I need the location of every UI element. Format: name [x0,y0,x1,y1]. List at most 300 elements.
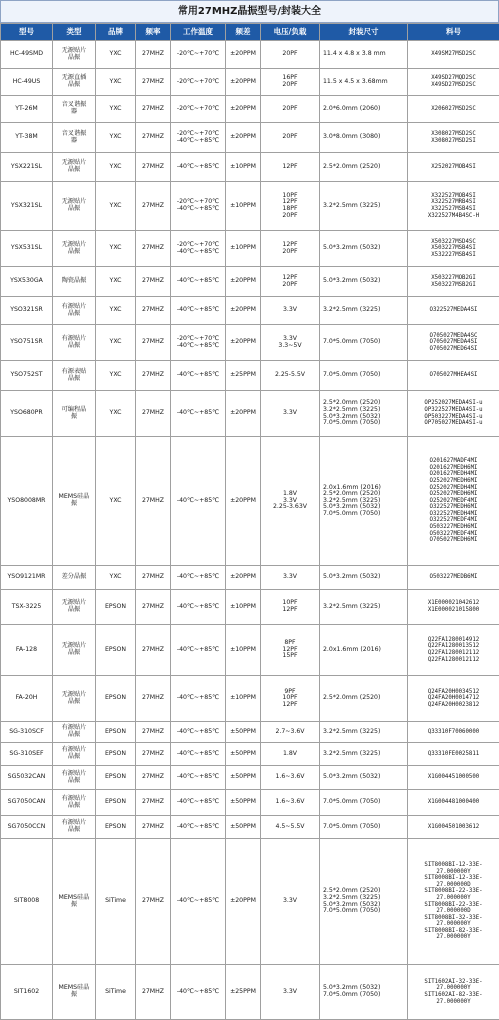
cell-voltage-load-line: 20PF [262,51,318,58]
cell-tolerance: ±10PPM [226,231,261,267]
cell-part-number [408,123,499,153]
cell-package-line: 3.2*2.5mm (3225) [323,203,406,210]
cell-temperature-line: -40℃~+85℃ [172,278,224,285]
cell-type-line: 晶振 [54,650,94,657]
cell-voltage-load-line: 10PF [262,193,318,200]
cell-type [53,182,96,231]
cell-model: SIT8008 [1,839,53,965]
cell-type-line: 无源直插 [54,75,94,82]
cell-temperature-line: -40℃~+85℃ [172,898,224,905]
cell-part-number [408,182,499,231]
cell-type-line: 晶振 [54,376,94,383]
cell-temperature-line: -40℃~+85℃ [172,249,224,256]
cell-part-number [408,297,499,325]
cell-tolerance: ±20PPM [226,96,261,123]
cell-package [320,437,408,566]
cell-package-line: 5.0*3.2mm (5032) [323,414,406,421]
cell-frequency: 27MHZ [136,41,171,69]
col-header-package: 封装尺寸 [320,24,408,41]
cell-temperature [171,965,226,1020]
cell-package [320,325,408,361]
cell-part-number-line: O503227MEDH6MI [409,524,498,531]
cell-temperature [171,231,226,267]
cell-type-line: 晶振 [54,803,94,810]
cell-temperature [171,437,226,566]
cell-part-number-line: Q33310F70060000 [409,729,498,736]
cell-voltage-load [261,839,320,965]
cell-temperature-line: -40℃~+85℃ [172,206,224,213]
cell-temperature [171,816,226,839]
cell-type-line: 有源表贴 [54,369,94,376]
cell-part-number [408,722,499,743]
cell-model: YSO751SR [1,325,53,361]
cell-frequency: 27MHZ [136,182,171,231]
cell-part-number-line: O705027MEDA4SI [409,339,498,346]
table-row [1,743,499,766]
cell-model: HC-49SMD [1,41,53,69]
cell-temperature [171,69,226,96]
cell-brand: YXC [96,267,136,297]
cell-voltage-load [261,566,320,590]
cell-type [53,437,96,566]
cell-package-line: 7.0*5.0mm (7050) [323,824,406,831]
cell-type [53,743,96,766]
cell-brand: YXC [96,297,136,325]
cell-part-number-line: OP252027MEDA4SI-u [409,400,498,407]
cell-brand: YXC [96,153,136,182]
cell-voltage-load [261,297,320,325]
cell-part-number-line: O201627MEDH6MI [409,465,498,472]
cell-part-number [408,766,499,790]
cell-voltage-load-line: 12PF [262,607,318,614]
cell-package-line: 2.5*2.0mm (2520) [323,695,406,702]
cell-voltage-load-line: 12PF [262,647,318,654]
cell-package-line: 2.5*2.0mm (2520) [323,164,406,171]
cell-package [320,816,408,839]
cell-tolerance: ±50PPM [226,816,261,839]
cell-package [320,361,408,391]
cell-temperature-line: -40℃~+85℃ [172,372,224,379]
cell-part-number [408,96,499,123]
cell-type-line: 振 [54,501,94,508]
cell-frequency: 27MHZ [136,965,171,1020]
cell-voltage-load-line: 3.3V [262,336,318,343]
cell-part-number-line: O252027MEDH6MI [409,478,498,485]
cell-type-line: 晶振 [54,55,94,62]
cell-package [320,722,408,743]
cell-frequency: 27MHZ [136,325,171,361]
cell-voltage-load-line: 3.3V [262,574,318,581]
cell-temperature [171,839,226,965]
cell-type-line: 陶瓷晶振 [54,278,94,285]
cell-voltage-load-line: 1.6~3.6V [262,799,318,806]
cell-model: TSX-3225 [1,590,53,625]
cell-part-number-line: O322527MEDF4MI [409,517,498,524]
cell-brand: YXC [96,96,136,123]
cell-brand: EPSON [96,743,136,766]
cell-tolerance: ±20PPM [226,41,261,69]
cell-temperature-line: -40℃~+85℃ [172,604,224,611]
cell-temperature [171,41,226,69]
cell-package [320,231,408,267]
cell-type-line: MEMS硅晶 [54,895,94,902]
cell-type-line: 无源贴片 [54,242,94,249]
cell-model: YSO321SR [1,297,53,325]
cell-type-line: 晶振 [54,732,94,739]
cell-voltage-load-line: 3.3V [262,410,318,417]
cell-type-line: 晶振 [54,249,94,256]
cell-temperature [171,182,226,231]
cell-voltage-load [261,816,320,839]
table-row [1,839,499,965]
cell-package [320,625,408,676]
cell-type-line: 有源贴片 [54,304,94,311]
cell-type [53,839,96,965]
cell-part-number-line: SIT8008BI-22-33E- [409,888,498,895]
cell-model: SIT1602 [1,965,53,1020]
cell-type [53,590,96,625]
cell-voltage-load [261,676,320,722]
cell-model: YSO752ST [1,361,53,391]
cell-part-number-line: X503227MSB2GI [409,282,498,289]
cell-voltage-load [261,153,320,182]
cell-type-line: 无源贴片 [54,160,94,167]
cell-voltage-load-line: 18PF [262,206,318,213]
cell-temperature [171,790,226,816]
cell-tolerance: ±10PPM [226,676,261,722]
cell-type-line: 有源贴片 [54,820,94,827]
cell-brand: EPSON [96,676,136,722]
cell-voltage-load [261,743,320,766]
cell-voltage-load-line: 20PF [262,82,318,89]
cell-tolerance: ±50PPM [226,743,261,766]
cell-tolerance: ±10PPM [226,182,261,231]
cell-part-number-line: SIT8008BI-32-33E- [409,915,498,922]
cell-type-line: 音叉谐振 [54,102,94,109]
cell-voltage-load-line: 1.8V [262,751,318,758]
cell-package-line: 2.5*2.0mm (2520) [323,888,406,895]
cell-tolerance: ±20PPM [226,325,261,361]
cell-package-line: 11.4 x 4.8 x 3.8 mm [323,51,406,58]
cell-tolerance: ±20PPM [226,123,261,153]
cell-type [53,391,96,437]
cell-package-line: 7.0*5.0mm (7050) [323,420,406,427]
cell-temperature-line: -20℃~+70℃ [172,131,224,138]
cell-brand: SiTime [96,839,136,965]
cell-voltage-load-line: 20PF [262,134,318,141]
cell-type-line: 有源贴片 [54,747,94,754]
cell-part-number-line: O252027MEDH4MI [409,485,498,492]
cell-model: YSO9121MR [1,566,53,590]
cell-part-number-line: Q24FA20H0023812 [409,702,498,709]
cell-part-number-line: O252027MEDH6MI [409,491,498,498]
cell-temperature-line: -40℃~+85℃ [172,799,224,806]
cell-voltage-load-line: 9PF [262,689,318,696]
cell-package [320,965,408,1020]
cell-package [320,123,408,153]
cell-part-number-line: X1E000021015800 [409,607,498,614]
cell-package [320,676,408,722]
cell-part-number [408,965,499,1020]
cell-part-number-line: Q22FA1280012112 [409,650,498,657]
table-row [1,361,499,391]
cell-type-line: 晶振 [54,311,94,318]
cell-part-number-line: X49SD27MSD2SC [409,82,498,89]
cell-type-line: 晶振 [54,827,94,834]
cell-part-number [408,361,499,391]
cell-part-number-line: O705027MHEA4SI [409,372,498,379]
cell-model: YSO680PR [1,391,53,437]
cell-type [53,325,96,361]
cell-type [53,297,96,325]
cell-type [53,766,96,790]
cell-voltage-load [261,267,320,297]
cell-temperature-line: -40℃~+85℃ [172,138,224,145]
cell-voltage-load-line: 8PF [262,640,318,647]
cell-temperature-line: -40℃~+85℃ [172,729,224,736]
table-row [1,437,499,566]
cell-temperature [171,96,226,123]
cell-voltage-load [261,182,320,231]
table-row [1,391,499,437]
cell-tolerance: ±20PPM [226,297,261,325]
cell-part-number-line: X49SD27MQD2SC [409,75,498,82]
cell-type [53,41,96,69]
cell-part-number-line: X1G004451000500 [409,774,498,781]
cell-frequency: 27MHZ [136,790,171,816]
cell-tolerance: ±50PPM [226,790,261,816]
cell-brand: YXC [96,566,136,590]
cell-package-line: 3.2*2.5mm (3225) [323,729,406,736]
cell-part-number-line: 27.000000Y [409,985,498,992]
table-row [1,816,499,839]
cell-package [320,96,408,123]
cell-voltage-load-line: 2.7~3.6V [262,729,318,736]
cell-frequency: 27MHZ [136,625,171,676]
cell-part-number-line: X1E000021042612 [409,600,498,607]
cell-part-number [408,267,499,297]
table-row [1,625,499,676]
cell-package-line: 11.5 x 4.5 x 3.68mm [323,79,406,86]
cell-model: FA-128 [1,625,53,676]
cell-voltage-load-line: 10PF [262,695,318,702]
table-row [1,231,499,267]
cell-part-number [408,325,499,361]
cell-frequency: 27MHZ [136,153,171,182]
cell-package [320,267,408,297]
table-row [1,790,499,816]
cell-package-line: 7.0*5.0mm (7050) [323,908,406,915]
cell-temperature [171,267,226,297]
cell-voltage-load [261,96,320,123]
cell-frequency: 27MHZ [136,676,171,722]
cell-voltage-load-line: 20PF [262,282,318,289]
cell-temperature-line: -40℃~+85℃ [172,989,224,996]
cell-part-number-line: X308027MSD2SI [409,138,498,145]
cell-part-number-line: X252027MOB4SI [409,164,498,171]
cell-part-number-line: O705027MED64SI [409,346,498,353]
cell-type [53,722,96,743]
cell-part-number [408,790,499,816]
cell-part-number-line: X49SM27MSD2SC [409,51,498,58]
table-row [1,325,499,361]
cell-part-number-line: OP705027MEDA4SI-u [409,420,498,427]
cell-package-line: 7.0*5.0mm (7050) [323,339,406,346]
cell-type-line: 无源贴片 [54,48,94,55]
cell-package-line: 5.0*3.2mm (5032) [323,902,406,909]
cell-part-number-line: O322527MEDH4MI [409,511,498,518]
cell-part-number-line: O322527MEDH6MI [409,504,498,511]
cell-tolerance: ±20PPM [226,839,261,965]
cell-tolerance: ±10PPM [226,153,261,182]
cell-type-line: 器 [54,138,94,145]
cell-part-number-line: 27.000000Y [409,895,498,902]
cell-brand: EPSON [96,766,136,790]
cell-tolerance: ±20PPM [226,566,261,590]
cell-temperature-line: -40℃~+85℃ [172,574,224,581]
cell-package-line: 2.0x1.6mm (2016) [323,485,406,492]
cell-part-number-line: X532227MSB4SI [409,252,498,259]
cell-brand: EPSON [96,625,136,676]
cell-voltage-load-line: 3.3V [262,898,318,905]
cell-package [320,297,408,325]
cell-package-line: 2.0x1.6mm (2016) [323,647,406,654]
cell-voltage-load [261,325,320,361]
cell-tolerance: ±20PPM [226,391,261,437]
cell-voltage-load [261,231,320,267]
cell-type [53,965,96,1020]
cell-temperature-line: -40℃~+85℃ [172,498,224,505]
table-row [1,69,499,96]
cell-model: YSX530GA [1,267,53,297]
cell-type-line: 差分晶振 [54,574,94,581]
cell-part-number-line: SIT1602AI-32-33E- [409,979,498,986]
cell-package-line: 2.0*6.0mm (2060) [323,106,406,113]
col-header-part-number: 料号 [408,24,499,41]
cell-temperature [171,297,226,325]
cell-voltage-load-line: 3.3V [262,498,318,505]
cell-temperature [171,361,226,391]
cell-temperature [171,153,226,182]
cell-type-line: 有源贴片 [54,771,94,778]
cell-brand: YXC [96,231,136,267]
cell-part-number-line: X1G004501003612 [409,824,498,831]
cell-tolerance: ±25PPM [226,361,261,391]
cell-type-line: 晶振 [54,754,94,761]
cell-temperature-line: -40℃~+85℃ [172,695,224,702]
table-row [1,267,499,297]
cell-tolerance: ±20PPM [226,437,261,566]
cell-voltage-load [261,437,320,566]
cell-temperature-line: -20℃~+70℃ [172,242,224,249]
cell-temperature [171,676,226,722]
cell-part-number [408,391,499,437]
cell-model: SG5032CAN [1,766,53,790]
cell-package [320,839,408,965]
cell-frequency: 27MHZ [136,231,171,267]
cell-type-line: 晶振 [54,343,94,350]
cell-voltage-load [261,766,320,790]
cell-type [53,566,96,590]
col-header-voltage-load: 电压/负载 [261,24,320,41]
cell-temperature-line: -40℃~+85℃ [172,824,224,831]
cell-frequency: 27MHZ [136,123,171,153]
cell-voltage-load-line: 16PF [262,75,318,82]
cell-brand: EPSON [96,590,136,625]
cell-model: SG-310SCF [1,722,53,743]
cell-temperature [171,722,226,743]
col-header-model: 型号 [1,24,53,41]
cell-type-line: 晶振 [54,206,94,213]
cell-part-number-line: X503227MOB2GI [409,275,498,282]
cell-temperature-line: -40℃~+85℃ [172,307,224,314]
cell-temperature-line: -40℃~+85℃ [172,343,224,350]
table-row [1,566,499,590]
cell-brand: YXC [96,325,136,361]
cell-package [320,766,408,790]
cell-model: SG7050CAN [1,790,53,816]
cell-part-number [408,816,499,839]
cell-temperature-line: -40℃~+85℃ [172,774,224,781]
cell-part-number-line: OP503227MEDA4SI-u [409,414,498,421]
cell-frequency: 27MHZ [136,816,171,839]
cell-model: YT-38M [1,123,53,153]
cell-temperature-line: -40℃~+85℃ [172,647,224,654]
cell-frequency: 27MHZ [136,297,171,325]
cell-temperature-line: -20℃~+70℃ [172,51,224,58]
cell-temperature-line: -40℃~+85℃ [172,751,224,758]
cell-voltage-load-line: 2.25-5.5V [262,372,318,379]
cell-part-number [408,437,499,566]
cell-package-line: 3.2*2.5mm (3225) [323,498,406,505]
cell-type [53,153,96,182]
cell-part-number [408,69,499,96]
cell-temperature [171,590,226,625]
cell-type-line: 器 [54,109,94,116]
cell-package [320,153,408,182]
cell-type-line: MEMS硅晶 [54,494,94,501]
cell-package [320,590,408,625]
cell-type [53,790,96,816]
col-header-tolerance: 频差 [226,24,261,41]
cell-type-line: 无源贴片 [54,643,94,650]
cell-part-number-line: O322527MEDA4SI [409,307,498,314]
cell-part-number-line: O503227MEDF4MI [409,531,498,538]
cell-tolerance: ±25PPM [226,965,261,1020]
cell-model: YT-26M [1,96,53,123]
cell-voltage-load [261,590,320,625]
cell-tolerance: ±10PPM [226,590,261,625]
col-header-brand: 品牌 [96,24,136,41]
cell-voltage-load-line: 20PF [262,106,318,113]
cell-type [53,123,96,153]
col-header-frequency: 频率 [136,24,171,41]
cell-part-number-line: X503227MSB4SI [409,245,498,252]
cell-package-line: 7.0*5.0mm (7050) [323,799,406,806]
cell-part-number-line: O705027MEDH6MI [409,537,498,544]
cell-frequency: 27MHZ [136,743,171,766]
cell-part-number-line: X322527MSB4SI [409,206,498,213]
cell-model: YSX321SL [1,182,53,231]
table-row [1,41,499,69]
cell-frequency: 27MHZ [136,361,171,391]
cell-part-number-line: SIT8008BI-22-33E- [409,902,498,909]
cell-voltage-load [261,790,320,816]
cell-voltage-load-line: 12PF [262,164,318,171]
cell-part-number [408,676,499,722]
cell-voltage-load-line: 20PF [262,213,318,220]
table-row [1,676,499,722]
